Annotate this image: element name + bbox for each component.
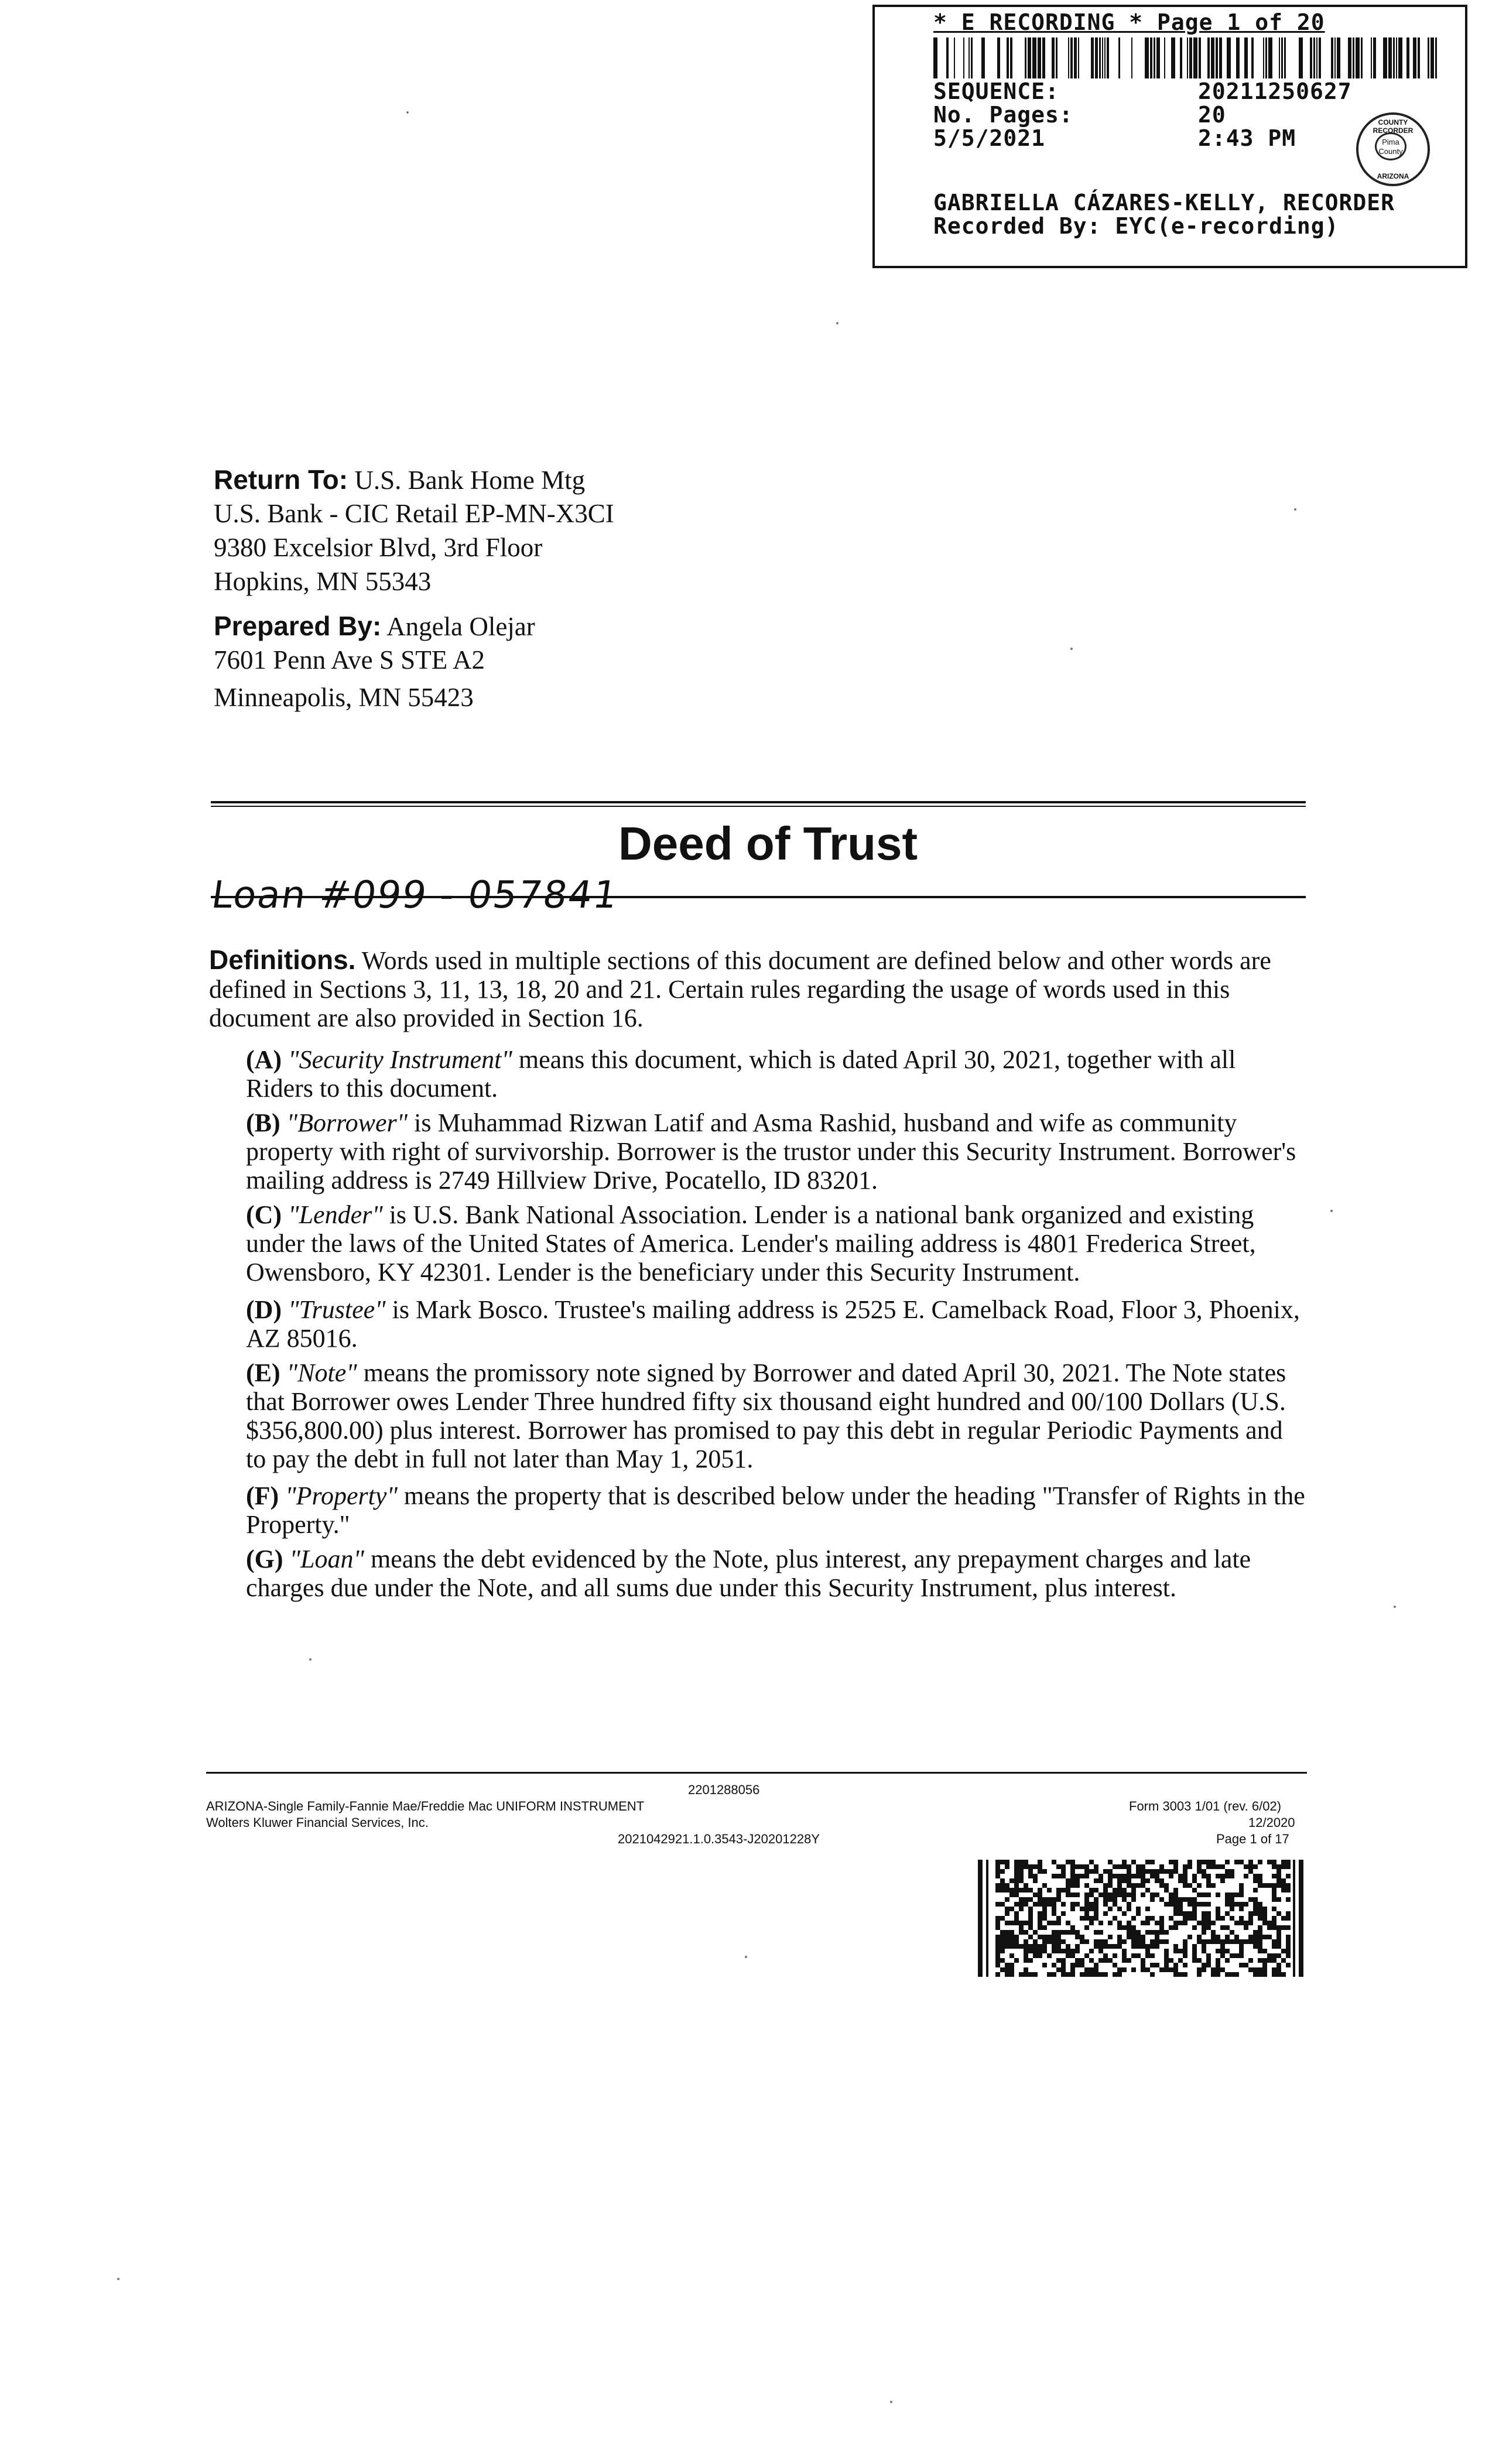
footer-doc-number: 2201288056: [688, 1782, 760, 1797]
definition-item-c: (C) "Lender" is U.S. Bank National Association. Lender is a national bank organized and existing under the laws of the United States of America. Lender's mailing address is 4801 Frederica Street, Owensboro, KY 42301. Lender is the beneficiary under this Security Instrument.: [246, 1200, 1256, 1286]
footer-page: Page 1 of 17: [1216, 1832, 1289, 1846]
prepared-by-label: Prepared By:: [214, 611, 382, 641]
recorded-by: Recorded By: EYC(e-recording): [933, 213, 1339, 239]
scan-speck: [745, 1956, 747, 1958]
prepared-by-line2: 7601 Penn Ave S STE A2: [214, 645, 485, 675]
definition-term: "Trustee": [288, 1295, 386, 1324]
definition-item-b: (B) "Borrower" is Muhammad Rizwan Latif and Asma Rashid, husband and wife as community property with right of survivorship. Borrower is the trustor under this Security Instrument. Borrower's mailing address is 2749 Hillview Drive, Pocatello, ID 83201.: [246, 1108, 1296, 1195]
return-to-label: Return To:: [214, 464, 348, 495]
footer-barcode: [978, 1860, 1306, 1977]
county-seal-icon: [1356, 112, 1430, 186]
definition-term: "Security Instrument": [288, 1045, 512, 1074]
return-to-line3: 9380 Excelsior Blvd, 3rd Floor: [214, 533, 543, 562]
recording-date: 5/5/2021: [933, 125, 1046, 151]
scan-speck: [1394, 1606, 1396, 1608]
seal-center-text: Pima County: [1375, 132, 1406, 160]
return-to-line2: U.S. Bank - CIC Retail EP-MN-X3CI: [214, 499, 614, 528]
definition-item-a: (A) "Security Instrument" means this document, which is dated April 30, 2021, together with all Riders to this document.: [246, 1045, 1236, 1103]
scan-speck: [836, 322, 839, 324]
footer-rule: [206, 1772, 1307, 1774]
recording-barcode: [933, 37, 1437, 78]
pages-value: 20: [1198, 102, 1226, 128]
prepared-by-name: Angela Olejar: [386, 612, 535, 641]
footer-form-number: Form 3003 1/01 (rev. 6/02): [1129, 1799, 1282, 1813]
scan-speck: [1294, 508, 1296, 511]
seal-top-text: COUNTY RECORDER: [1373, 118, 1414, 135]
prepared-by-line3: Minneapolis, MN 55423: [214, 683, 474, 712]
footer-form-title: ARIZONA-Single Family-Fannie Mae/Freddie Mac UNIFORM INSTRUMENT: [206, 1799, 645, 1813]
seal-bottom-text: ARIZONA: [1377, 172, 1409, 180]
definitions-intro: [209, 946, 1304, 1032]
title-top-rule: [211, 801, 1306, 803]
return-to-line4: Hopkins, MN 55343: [214, 567, 432, 596]
definition-term: "Note": [286, 1358, 357, 1387]
definitions-intro-text: Words used in multiple sections of this document are defined below and other words are defined in Sections 3, 11, 13, 18, 20 and 21. Certain rules regarding the usage of words used in this document are also provided in Section 16.: [209, 946, 1271, 1032]
prepared-by-line1: [214, 609, 535, 644]
scan-speck: [117, 2278, 119, 2280]
footer-tracking: 2021042921.1.0.3543-J20201228Y: [618, 1832, 820, 1846]
recording-stamp: [872, 5, 1467, 268]
footer-revision: 12/2020: [1248, 1815, 1295, 1830]
return-to-name: U.S. Bank Home Mtg: [354, 466, 586, 495]
return-to-line1: [214, 463, 585, 497]
definition-term: "Borrower": [286, 1108, 408, 1137]
sequence-label: SEQUENCE:: [933, 78, 1059, 104]
pages-label: No. Pages:: [933, 102, 1073, 128]
recording-time: 2:43 PM: [1198, 125, 1296, 151]
definition-term: "Lender": [288, 1200, 383, 1229]
title-top-rule-thin: [211, 806, 1306, 807]
document-title: Deed of Trust: [618, 817, 918, 870]
definition-item-e: (E) "Note" means the promissory note signed by Borrower and dated April 30, 2021. The Note states that Borrower owes Lender Three hundred fifty six thousand eight hundred and 00/100 Dollars (U.S. $356,800.00) plus interest. Borrower has promised to pay this debt in regular Periodic Payments and to pay the debt in full not later than May 1, 2051.: [246, 1358, 1286, 1473]
scan-speck: [309, 1658, 312, 1661]
definition-item-g: (G) "Loan" means the debt evidenced by the Note, plus interest, any prepayment charges and late charges due under the Note, and all sums due under this Security Instrument, plus interest.: [246, 1545, 1251, 1602]
scan-speck: [406, 111, 409, 114]
definition-term: "Loan": [289, 1545, 364, 1573]
definitions-label: Definitions.: [209, 944, 356, 975]
handwritten-loan-number: Loan #099 - 057841: [208, 874, 621, 917]
sequence-value: 20211250627: [1198, 78, 1352, 104]
scan-speck: [1070, 648, 1073, 650]
footer-publisher: Wolters Kluwer Financial Services, Inc.: [206, 1815, 429, 1830]
scan-speck: [890, 2401, 892, 2403]
definition-term: "Property": [285, 1481, 398, 1510]
recorder-name: GABRIELLA CÁZARES-KELLY, RECORDER: [933, 190, 1395, 215]
definition-item-d: (D) "Trustee" is Mark Bosco. Trustee's mailing address is 2525 E. Camelback Road, Floor 3, Phoenix, AZ 85016.: [246, 1295, 1300, 1353]
recording-header: * E RECORDING * Page 1 of 20: [933, 9, 1325, 35]
scan-speck: [1330, 1210, 1333, 1212]
definition-item-f: (F) "Property" means the property that is described below under the heading "Transfer of Rights in the Property.": [246, 1481, 1305, 1539]
